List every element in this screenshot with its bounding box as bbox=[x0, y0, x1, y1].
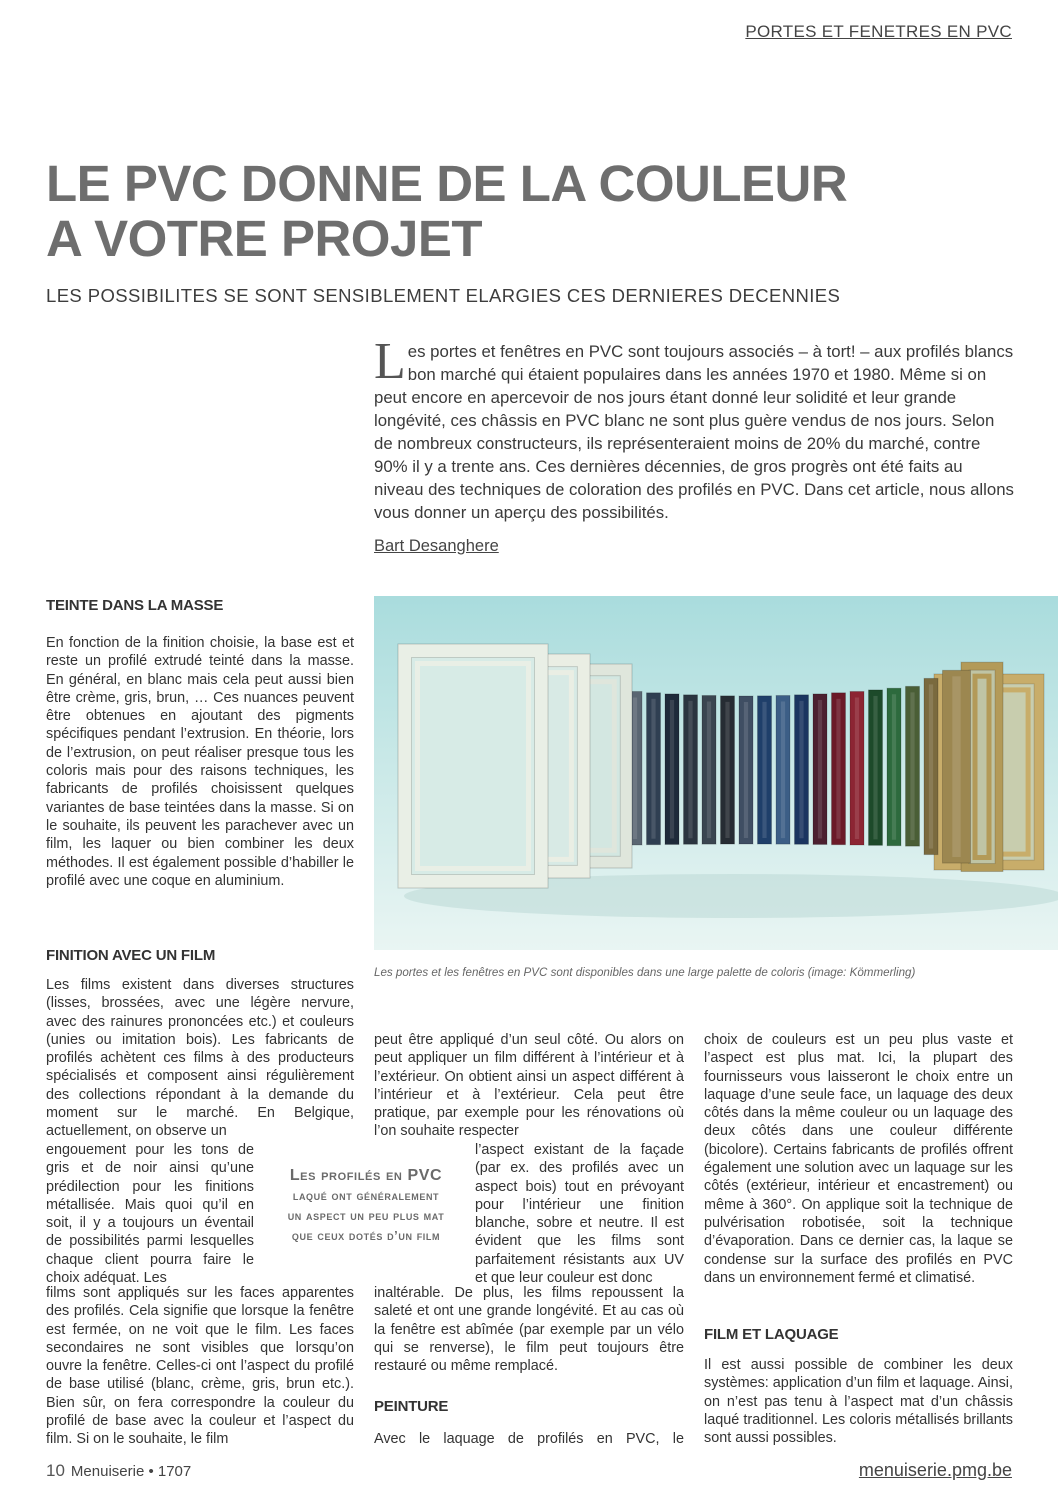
website-link[interactable]: menuiserie.pmg.be bbox=[858, 1460, 1012, 1480]
frame-profile-edge bbox=[818, 700, 822, 839]
pull-quote-line4: que ceux dotés d’un film bbox=[291, 1228, 441, 1243]
paragraph-film-laquage: Il est aussi possible de combiner les deux systèmes: application d’un film et laquage. Ainsi, on n’est pas tenu à l’aspect mat d’un châssis laqué traditionnel. Les coloris métallisés brillants sont aussi possibles. bbox=[704, 1357, 1013, 1447]
frame-profile-edge bbox=[762, 702, 766, 838]
article-title-line1: LE PVC DONNE DE LA COULEUR bbox=[46, 155, 848, 212]
text-film-laquage bbox=[704, 1356, 1013, 1447]
paragraph-film-c: films sont appliqués sur les faces apparentes des profilés. Cela signifie que lorsque la fenêtre est fermée, on ne voit que le film. Les faces secondaires ne sont visibles que lorsqu’on ouvre la fenêtre. Celles-ci ont l’aspect du profilé de base utilisé (blanc, crème, gris, brun etc.). Bien sûr, on fera correspondre la couleur du profilé de base avec la couleur et l’aspect du film. Si on le souhaite, le film bbox=[46, 1285, 354, 1448]
heading-film-laquage: FILM ET LAQUAGE bbox=[704, 1326, 839, 1343]
paragraph-right: choix de couleurs est un peu plus vaste et l’aspect est plus mat. Ici, la plupart des fournisseurs vous laisseront le choix entre un laquage d’une seule face, un laquage des deux côtés dans la même couleur ou un laquage des deux côtés dans une couleur différente (bicolore). Certains fabricants de profilés offrent également une solution avec un laquage sur les côtés (extérieur, intérieur et encastrement) ou même à 360°. On applique soit la technique de pulvérisation robotisée, soit la technique d’évaporation. Dans ce dernier cas, la laque se condense sur la surface des profilés en PVC dans un environnement fermé et climatisé. bbox=[704, 1032, 1013, 1286]
frame-profile-edge bbox=[855, 697, 859, 839]
paragraph-film-b: engouement pour les tons de gris et de noir ainsi qu’une prédilection pour les finitions métallisée. Mais quoi qu’il en soit, il y a toujours un éventail de possibilités parmi lesquelles chaque client pourra faire le choix adéquat. Les bbox=[46, 1142, 254, 1287]
intro-dropcap: L bbox=[374, 333, 406, 390]
frame-profile-edge bbox=[892, 694, 896, 840]
section-label: PORTES ET FENETRES EN PVC bbox=[745, 22, 1012, 41]
text-right bbox=[704, 1031, 1013, 1287]
paragraph-peinture: Avec le laquage de profilés en PVC, le bbox=[374, 1431, 684, 1447]
frame-profile-edge bbox=[688, 701, 692, 838]
paragraph-teinte: En fonction de la finition choisie, la base est et reste un profilé extrudé teinté dans la masse. En général, en blanc mais cela peut aussi bien être crème, gris, brun, … Ces nuances peuvent être obtenues en ajoutant des pigments spécifiques pendant l’extrusion. En théorie, lors de l’extrusion, on peut réaliser presque tous les coloris mais pour des raisons techniques, les fabricants de profilés choisissent quelques variantes de base teintées dans la masse. Si on le souhaite, ils peuvent les parachever avec un film, les laquer ou bien combiner les deux méthodes. Il est également possible d’habiller le profilé avec une coque en aluminium. bbox=[46, 635, 354, 889]
photo-caption: Les portes et les fenêtres en PVC sont disponibles dans une large palette de coloris (image: Kömmerling) bbox=[374, 966, 916, 979]
page-number: 10 bbox=[46, 1461, 65, 1480]
frame-profile-edge bbox=[707, 701, 711, 838]
frame-profile-edge bbox=[725, 702, 729, 838]
frames-group bbox=[398, 644, 1044, 888]
text-peinture bbox=[374, 1430, 684, 1448]
text-film-c bbox=[46, 1284, 354, 1449]
frame-profile-edge bbox=[633, 697, 637, 839]
pull-quote-line3: un aspect un peu plus mat bbox=[287, 1208, 445, 1223]
paragraph-film-a: Les films existent dans diverses structures (lisses, brossées, avec une légère nervure, avec des rainures prononcées etc.) et couleurs (unies ou imitation bois). Les fabricants de profilés achètent ces films à des producteurs spécialisés et composent ainsi régulièrement des collections répondant à la demande du moment sur le marché. En Belgique, actuellement, on observe un bbox=[46, 977, 354, 1140]
pull-quote-line1: Les profilés en PVC bbox=[289, 1167, 443, 1184]
window-frames-photo bbox=[374, 596, 1058, 950]
frame-profile-edge bbox=[836, 699, 840, 839]
text-film-b bbox=[46, 1141, 254, 1287]
frame-profile-edge bbox=[873, 696, 877, 839]
text-mid-a bbox=[374, 1031, 684, 1141]
window-frames-illustration bbox=[374, 596, 1058, 950]
author-link[interactable]: Bart Desanghere bbox=[374, 537, 499, 555]
heading-film: FINITION AVEC UN FILM bbox=[46, 947, 216, 964]
intro-text: es portes et fenêtres en PVC sont toujours associés – à tort! – aux profilés blancs bon marché qui étaient populaires dans les années 1970 et 1980. Même si on peut encore en apercevoir de nos jours étant donné leur solidité et leur grande longévité, ces châssis en PVC blanc ne sont plus guère vendus de nos jours. Selon de nombreux constructeurs, ils représenteraient moins de 20% du marché, contre 90% il y a trente ans. Ces dernières décennies, de gros progrès ont été faits au niveau des techniques de coloration des profilés en PVC. Dans cet article, nous allons vous donner un aperçu des possibilités. bbox=[374, 342, 1014, 522]
article-intro bbox=[374, 333, 1014, 524]
frame-profile-edge bbox=[929, 684, 933, 848]
paragraph-mid-b: l’aspect existant de la façade (par ex. des profilés avec un aspect bois) tout en prévoyant pour l’intérieur une finition blanche, sobre et neutre. Il est évident que les films sont parfaitement résistants aux UV et que leur couleur est donc bbox=[475, 1142, 684, 1287]
frame-profile-edge bbox=[781, 701, 785, 838]
article-subtitle: LES POSSIBILITES SE SONT SENSIBLEMENT ELARGIES CES DERNIERES DECENNIES bbox=[46, 285, 841, 306]
text-teinte bbox=[46, 634, 354, 890]
heading-teinte: TEINTE DANS LA MASSE bbox=[46, 597, 224, 614]
heading-peinture: PEINTURE bbox=[374, 1398, 449, 1415]
pull-quote bbox=[262, 1166, 470, 1246]
article-title bbox=[46, 156, 946, 266]
article-title-line2: A VOTRE PROJET bbox=[46, 210, 483, 267]
frame-profile-edge bbox=[670, 700, 674, 839]
text-mid-c bbox=[374, 1284, 684, 1375]
frame-profile-edge bbox=[651, 699, 655, 839]
magazine-issue: Menuiserie • 1707 bbox=[70, 1463, 192, 1480]
footer-left bbox=[46, 1461, 191, 1481]
frame-profile-edge bbox=[744, 702, 748, 838]
frame-profile-edge bbox=[799, 701, 803, 838]
text-mid-b bbox=[475, 1141, 684, 1287]
frame-profile-edge bbox=[952, 676, 960, 857]
window-glass bbox=[412, 658, 535, 875]
paragraph-mid-a: peut être appliqué d’un seul côté. Ou alors on peut appliquer un film différent à l’intérieur et à l’extérieur. On obtient ainsi un aspect différent à l’intérieur et à l’extérieur. Cela peut être pratique, par exemple pour les rénovations où l’on souhaite respecter bbox=[374, 1032, 684, 1140]
paragraph-mid-c: inaltérable. De plus, les films repoussent la saleté et ont une grande longévité. Et au cas où la fenêtre est abîmée (par exemple par un vélo qui se renverse), le film peut toujours être restauré ou même remplacé. bbox=[374, 1285, 684, 1375]
pull-quote-line2: laqué ont généralement bbox=[292, 1188, 440, 1203]
text-film-a bbox=[46, 976, 354, 1141]
frame-profile-edge bbox=[910, 692, 914, 840]
